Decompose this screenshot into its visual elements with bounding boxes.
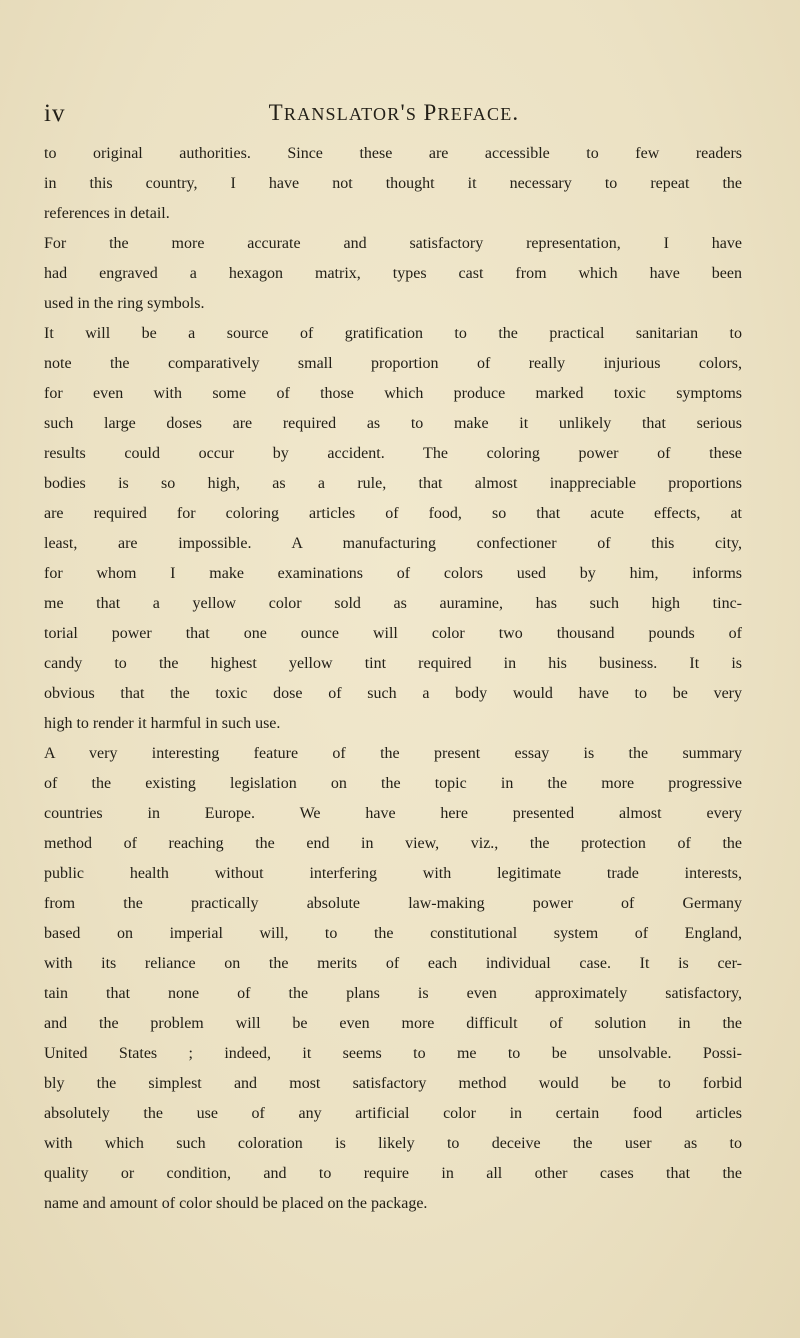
text-line: for whom I make examinations of colors used by him, informs [44,565,742,582]
text-line: to original authorities. Since these are accessible to few readers [44,145,742,162]
text-line: with its reliance on the merits of each individual case. It is cer- [44,955,742,972]
text-line: A very interesting feature of the present essay is the summary [44,745,742,762]
text-line: in this country, I have not thought it necessary to repeat the [44,175,742,192]
text-line: public health without interfering with legitimate trade interests, [44,865,742,882]
text-line: high to render it harmful in such use. [44,715,281,732]
text-line: candy to the highest yellow tint required in his business. It is [44,655,742,672]
page-number: iv [44,100,66,127]
text-line: based on imperial will, to the constitutional system of England, [44,925,742,942]
text-line: obvious that the toxic dose of such a body would have to be very [44,685,742,702]
text-line: with which such coloration is likely to deceive the user as to [44,1135,742,1152]
text-line: from the practically absolute law-making power of Germany [44,895,742,912]
running-title-word: PREFACE. [423,100,520,125]
text-line: references in detail. [44,205,170,222]
running-head [44,100,744,134]
text-line: had engraved a hexagon matrix, types cast from which have been [44,265,742,282]
text-line: for even with some of those which produce marked toxic symptoms [44,385,742,402]
text-line: method of reaching the end in view, viz., the protection of the [44,835,742,852]
text-line: of the existing legislation on the topic in the more progressive [44,775,742,792]
body-text [44,145,742,1225]
text-line: United States ; indeed, it seems to me to be unsolvable. Possi- [44,1045,742,1062]
text-line: results could occur by accident. The coloring power of these [44,445,742,462]
text-line: bly the simplest and most satisfactory method would be to forbid [44,1075,742,1092]
text-line: used in the ring symbols. [44,295,205,312]
text-line: It will be a source of gratification to the practical sanitarian to [44,325,742,342]
text-line: are required for coloring articles of food, so that acute effects, at [44,505,742,522]
text-line: absolutely the use of any artificial color in certain food articles [44,1105,742,1122]
running-title-word: TRANSLATOR'S [268,100,418,125]
text-line: least, are impossible. A manufacturing confectioner of this city, [44,535,742,552]
text-line: countries in Europe. We have here presented almost every [44,805,742,822]
text-line: note the comparatively small proportion of really injurious colors, [44,355,742,372]
text-line: For the more accurate and satisfactory representation, I have [44,235,742,252]
text-line: name and amount of color should be placed on the package. [44,1195,428,1212]
text-line: such large doses are required as to make it unlikely that serious [44,415,742,432]
text-line: and the problem will be even more difficult of solution in the [44,1015,742,1032]
text-line: quality or condition, and to require in all other cases that the [44,1165,742,1182]
running-title [44,100,744,126]
text-line: me that a yellow color sold as auramine, has such high tinc- [44,595,742,612]
text-line: tain that none of the plans is even approximately satisfactory, [44,985,742,1002]
text-line: torial power that one ounce will color two thousand pounds of [44,625,742,642]
text-line: bodies is so high, as a rule, that almost inappreciable proportions [44,475,742,492]
